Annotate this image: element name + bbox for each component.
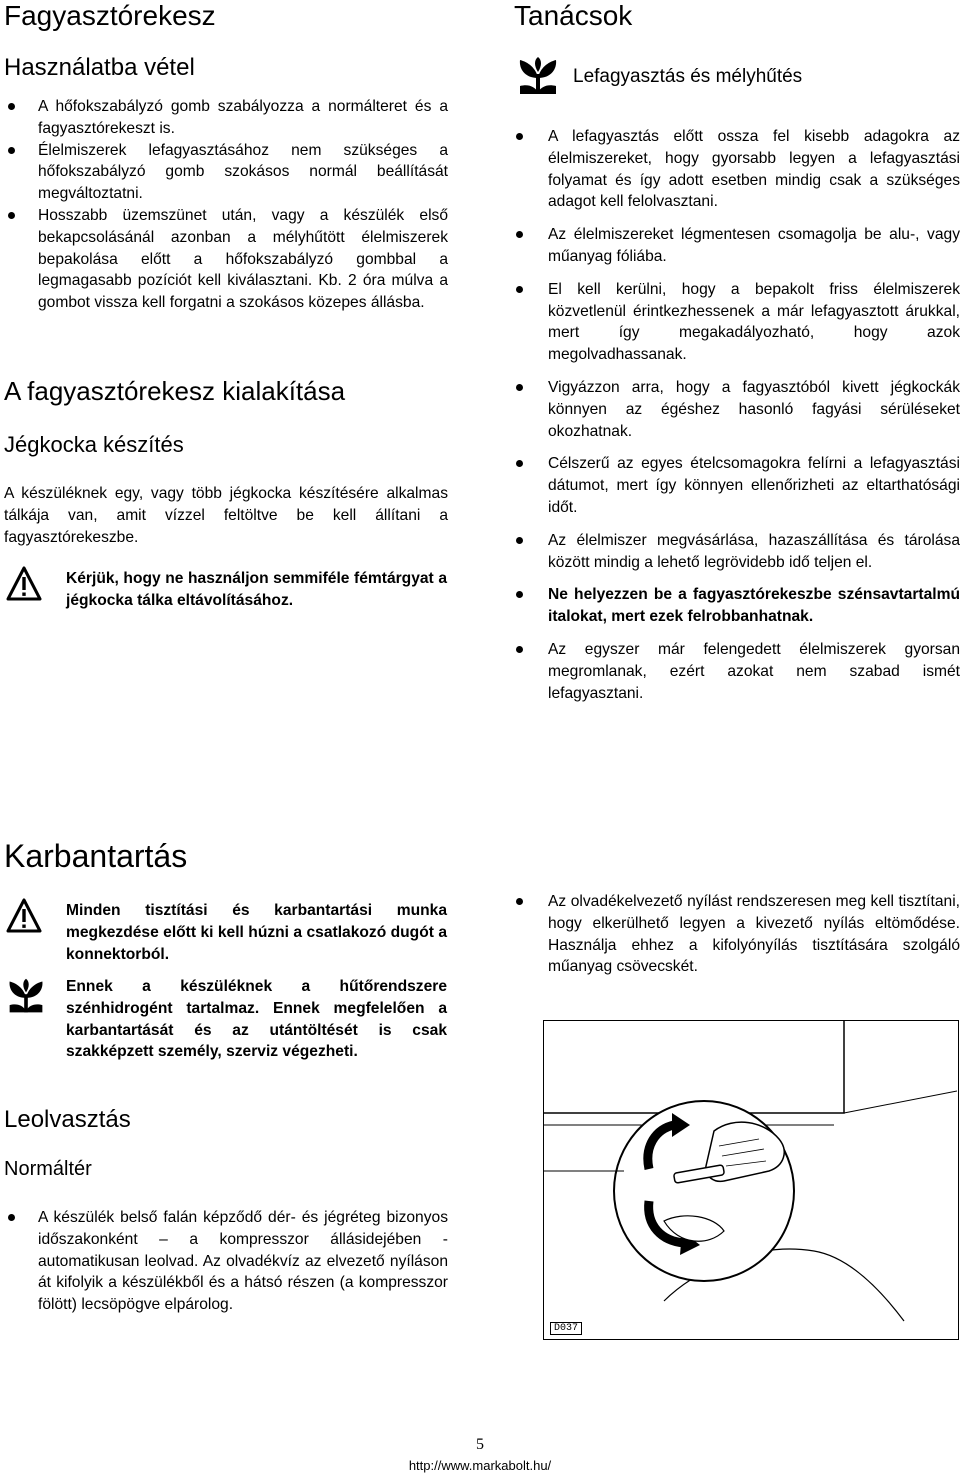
icecube-warning: Kérjük, hogy ne használjon semmiféle fémtárgyat a jégkocka tálka eltávolításához.: [66, 570, 447, 609]
footer-url[interactable]: http://www.markabolt.hu/: [408, 1458, 552, 1473]
list-item: Hosszabb üzemszünet után, vagy a készülék első bekapcsolásánál azonban a mélyhűtött élelmiszerek bepakolása előtt a hőfokszabályzó gombbal a legmagasabb pozíciót kell kiválasztani. Kb. 2 óra múlva a gombot vissza kell forgatni a szokásos közepes állásba.: [4, 205, 448, 314]
figure-label: D037: [550, 1322, 582, 1335]
list-item: Élelmiszerek lefagyasztásához nem szükséges a hőfokszabályzó gomb szokásos normál beállítását megváltoztatni.: [4, 140, 448, 205]
list-item: Az olvadékelvezető nyílást rendszeresen meg kell tisztítani, hogy elkerülhető legyen a kivezető nyílás eltömődése. Használja ehhez a kifolyónyílás tisztítására szolgáló műanyag csövecskét.: [514, 891, 960, 978]
section-heading-design: A fagyasztórekesz kialakítása: [4, 376, 346, 406]
left-title: Fagyasztórekesz: [4, 0, 216, 31]
section-heading-use: Használatba vétel: [4, 54, 195, 81]
drain-cleaning-figure: [543, 1020, 959, 1340]
tips-list: [514, 126, 960, 704]
use-list: [4, 96, 448, 314]
maintenance-title: Karbantartás: [4, 838, 188, 874]
list-item: Az élelmiszereket légmentesen csomagolja be alu-, vagy műanyag fóliába.: [514, 224, 960, 268]
drain-list: [514, 891, 960, 978]
icecube-text: A készüléknek egy, vagy több jégkocka készítésére alkalmas tálkája van, amit vízzel feltöltve be kell állítani a fagyasztórekeszbe.: [4, 485, 448, 546]
eco-flower-icon: [516, 56, 560, 96]
list-item: Az egyszer már felengedett élelmiszerek gyorsan megromlanak, ezért azokat nem szabad ismét lefagyasztani.: [514, 639, 960, 704]
list-item: Célszerű az egyes ételcsomagokra felírni a lefagyasztási dátumot, mert így könnyen ellenőrizheti az eltarthatósági időt.: [514, 453, 960, 518]
defrost-sub-heading: Normáltér: [4, 1158, 92, 1180]
maintenance-warning: Minden tisztítási és karbantartási munka megkezdése előtt ki kell húzni a csatlakozó dugót a konnektorból.: [66, 902, 447, 963]
right-title: Tanácsok: [514, 0, 633, 31]
drain-illustration: [544, 1021, 957, 1338]
maintenance-eco-text: Ennek a készüléknek a hűtőrendszere szénhidrogént tartalmaz. Ennek megfelelően a karbantartását és az utántöltését is csak szakképzett személy, szerviz végezheti.: [66, 978, 447, 1061]
eco-flower-icon: [6, 976, 46, 1016]
warning-triangle-icon: [6, 566, 42, 602]
list-item: Ne helyezzen be a fagyasztórekeszbe szénsavtartalmú italokat, mert ezek felrobbanhatnak.: [514, 584, 960, 628]
list-item: A készülék belső falán képződő dér- és jégréteg bizonyos időszakonként – a kompresszor állásidejében - automatikusan leolvad. Az olvadékvíz az elvezető nyíláson át kifolyik a készülékből és a hátsó részen (a kompresszor fölött) lecsöpögve elpárolog.: [4, 1207, 448, 1316]
warning-triangle-icon: [6, 898, 42, 934]
list-item: Az élelmiszer megvásárlása, hazaszállítása és tárolása között mindig a lehető legrövidebb idő teljen el.: [514, 530, 960, 574]
list-item: A hőfokszabályzó gomb szabályozza a normálteret és a fagyasztórekeszt is.: [4, 96, 448, 140]
list-item: A lefagyasztás előtt ossza fel kisebb adagokra az élelmiszereket, hogy gyorsabb legyen a lefagyasztási folyamat és így adott esetben mindig csak a szükséges adagot kell felolvasztani.: [514, 126, 960, 213]
list-item: Vigyázzon arra, hogy a fagyasztóból kivett jégkockák könnyen az égéshez hasonló fagyási sérüléseket okozhatnak.: [514, 377, 960, 442]
sub-heading-freezing: Lefagyasztás és mélyhűtés: [573, 66, 803, 87]
list-item: El kell kerülni, hogy a bepakolt friss élelmiszerek közvetlenül érintkezhessenek a már lefagyasztott árukkal, mert így megakadályozható, hogy azok megolvadhassanak.: [514, 279, 960, 366]
defrost-list: [4, 1207, 448, 1316]
defrost-heading: Leolvasztás: [4, 1106, 131, 1133]
page-number: 5: [476, 1436, 484, 1453]
sub-heading-icecube: Jégkocka készítés: [4, 432, 184, 457]
